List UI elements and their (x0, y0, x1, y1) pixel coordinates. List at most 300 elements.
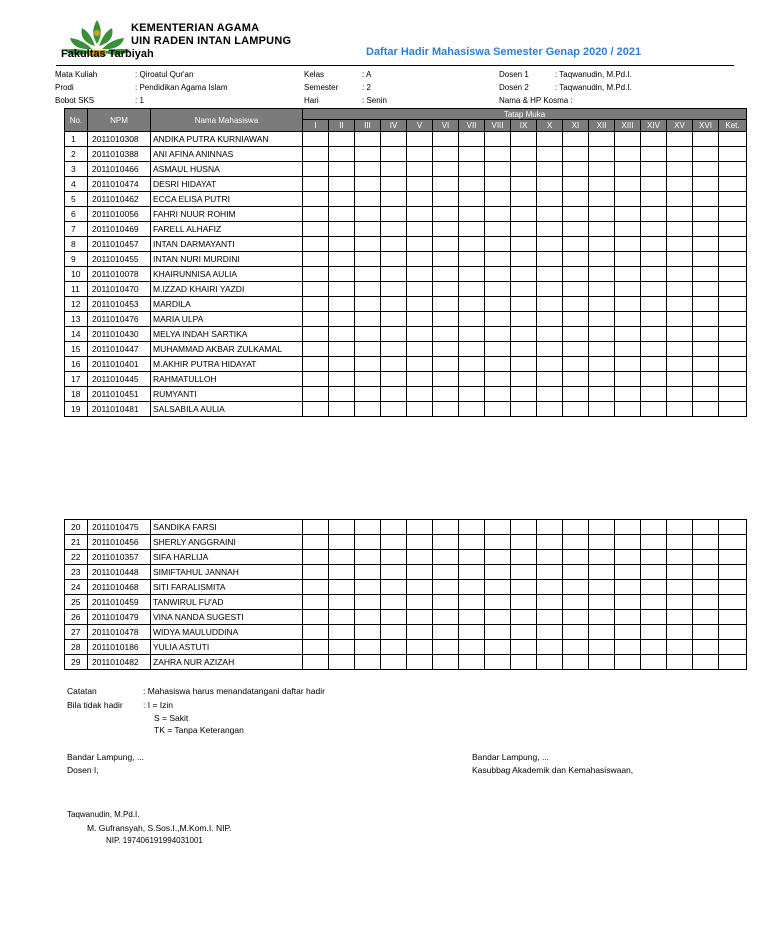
attendance-cell[interactable] (329, 252, 355, 267)
attendance-cell[interactable] (381, 252, 407, 267)
attendance-cell[interactable] (459, 342, 485, 357)
attendance-cell[interactable] (667, 520, 693, 535)
attendance-cell[interactable] (459, 655, 485, 670)
attendance-cell[interactable] (485, 550, 511, 565)
attendance-cell[interactable] (355, 520, 381, 535)
attendance-cell[interactable] (589, 357, 615, 372)
attendance-cell[interactable] (641, 132, 667, 147)
attendance-cell[interactable] (407, 387, 433, 402)
attendance-cell[interactable] (459, 520, 485, 535)
attendance-cell[interactable] (563, 282, 589, 297)
attendance-cell[interactable] (693, 267, 719, 282)
attendance-cell[interactable] (329, 535, 355, 550)
attendance-cell[interactable] (537, 387, 563, 402)
attendance-cell[interactable] (303, 252, 329, 267)
attendance-cell[interactable] (641, 372, 667, 387)
attendance-cell[interactable] (719, 177, 747, 192)
attendance-cell[interactable] (719, 625, 747, 640)
attendance-cell[interactable] (407, 580, 433, 595)
attendance-cell[interactable] (303, 610, 329, 625)
attendance-cell[interactable] (381, 282, 407, 297)
attendance-cell[interactable] (355, 327, 381, 342)
attendance-cell[interactable] (667, 312, 693, 327)
attendance-cell[interactable] (407, 565, 433, 580)
attendance-cell[interactable] (693, 297, 719, 312)
attendance-cell[interactable] (485, 640, 511, 655)
attendance-cell[interactable] (563, 565, 589, 580)
attendance-cell[interactable] (355, 655, 381, 670)
attendance-cell[interactable] (329, 625, 355, 640)
attendance-cell[interactable] (537, 207, 563, 222)
attendance-cell[interactable] (329, 327, 355, 342)
attendance-cell[interactable] (589, 327, 615, 342)
attendance-cell[interactable] (589, 625, 615, 640)
attendance-cell[interactable] (719, 162, 747, 177)
attendance-cell[interactable] (537, 565, 563, 580)
attendance-cell[interactable] (381, 625, 407, 640)
attendance-cell[interactable] (641, 192, 667, 207)
attendance-cell[interactable] (615, 387, 641, 402)
attendance-cell[interactable] (667, 640, 693, 655)
attendance-cell[interactable] (355, 565, 381, 580)
attendance-cell[interactable] (329, 520, 355, 535)
attendance-cell[interactable] (407, 282, 433, 297)
attendance-cell[interactable] (459, 177, 485, 192)
attendance-cell[interactable] (381, 655, 407, 670)
attendance-cell[interactable] (381, 237, 407, 252)
attendance-cell[interactable] (693, 162, 719, 177)
attendance-cell[interactable] (693, 177, 719, 192)
attendance-cell[interactable] (667, 327, 693, 342)
attendance-cell[interactable] (407, 162, 433, 177)
attendance-cell[interactable] (303, 282, 329, 297)
attendance-cell[interactable] (459, 207, 485, 222)
attendance-cell[interactable] (641, 357, 667, 372)
attendance-cell[interactable] (615, 565, 641, 580)
attendance-cell[interactable] (719, 372, 747, 387)
attendance-cell[interactable] (381, 192, 407, 207)
attendance-cell[interactable] (381, 640, 407, 655)
attendance-cell[interactable] (719, 267, 747, 282)
attendance-cell[interactable] (485, 312, 511, 327)
attendance-cell[interactable] (563, 402, 589, 417)
attendance-cell[interactable] (303, 297, 329, 312)
attendance-cell[interactable] (563, 192, 589, 207)
attendance-cell[interactable] (641, 327, 667, 342)
attendance-cell[interactable] (719, 655, 747, 670)
attendance-cell[interactable] (303, 192, 329, 207)
attendance-cell[interactable] (381, 222, 407, 237)
attendance-cell[interactable] (433, 132, 459, 147)
attendance-cell[interactable] (433, 625, 459, 640)
attendance-cell[interactable] (641, 282, 667, 297)
attendance-cell[interactable] (433, 147, 459, 162)
attendance-cell[interactable] (485, 520, 511, 535)
attendance-cell[interactable] (355, 595, 381, 610)
attendance-cell[interactable] (433, 177, 459, 192)
attendance-cell[interactable] (459, 580, 485, 595)
attendance-cell[interactable] (407, 267, 433, 282)
attendance-cell[interactable] (511, 357, 537, 372)
attendance-cell[interactable] (303, 640, 329, 655)
attendance-cell[interactable] (719, 550, 747, 565)
attendance-cell[interactable] (693, 192, 719, 207)
attendance-cell[interactable] (537, 655, 563, 670)
attendance-cell[interactable] (667, 535, 693, 550)
attendance-cell[interactable] (641, 147, 667, 162)
attendance-cell[interactable] (329, 357, 355, 372)
attendance-cell[interactable] (667, 402, 693, 417)
attendance-cell[interactable] (589, 640, 615, 655)
attendance-cell[interactable] (537, 147, 563, 162)
attendance-cell[interactable] (511, 177, 537, 192)
attendance-cell[interactable] (355, 162, 381, 177)
attendance-cell[interactable] (355, 132, 381, 147)
attendance-cell[interactable] (537, 520, 563, 535)
attendance-cell[interactable] (667, 625, 693, 640)
attendance-cell[interactable] (719, 520, 747, 535)
attendance-cell[interactable] (433, 520, 459, 535)
attendance-cell[interactable] (563, 177, 589, 192)
attendance-cell[interactable] (693, 640, 719, 655)
attendance-cell[interactable] (329, 147, 355, 162)
attendance-cell[interactable] (615, 610, 641, 625)
attendance-cell[interactable] (459, 565, 485, 580)
attendance-cell[interactable] (459, 162, 485, 177)
attendance-cell[interactable] (719, 312, 747, 327)
attendance-cell[interactable] (537, 595, 563, 610)
attendance-cell[interactable] (563, 357, 589, 372)
attendance-cell[interactable] (511, 372, 537, 387)
attendance-cell[interactable] (667, 595, 693, 610)
attendance-cell[interactable] (511, 550, 537, 565)
attendance-cell[interactable] (511, 192, 537, 207)
attendance-cell[interactable] (381, 177, 407, 192)
attendance-cell[interactable] (563, 312, 589, 327)
attendance-cell[interactable] (563, 372, 589, 387)
attendance-cell[interactable] (693, 565, 719, 580)
attendance-cell[interactable] (303, 207, 329, 222)
attendance-cell[interactable] (511, 565, 537, 580)
attendance-cell[interactable] (329, 610, 355, 625)
attendance-cell[interactable] (615, 655, 641, 670)
attendance-cell[interactable] (355, 147, 381, 162)
attendance-cell[interactable] (537, 222, 563, 237)
attendance-cell[interactable] (641, 387, 667, 402)
attendance-cell[interactable] (667, 580, 693, 595)
attendance-cell[interactable] (459, 192, 485, 207)
attendance-cell[interactable] (719, 357, 747, 372)
attendance-cell[interactable] (485, 342, 511, 357)
attendance-cell[interactable] (511, 267, 537, 282)
attendance-cell[interactable] (407, 655, 433, 670)
attendance-cell[interactable] (667, 237, 693, 252)
attendance-cell[interactable] (459, 147, 485, 162)
attendance-cell[interactable] (459, 550, 485, 565)
attendance-cell[interactable] (485, 192, 511, 207)
attendance-cell[interactable] (641, 222, 667, 237)
attendance-cell[interactable] (329, 387, 355, 402)
attendance-cell[interactable] (329, 297, 355, 312)
attendance-cell[interactable] (719, 327, 747, 342)
attendance-cell[interactable] (615, 132, 641, 147)
attendance-cell[interactable] (667, 342, 693, 357)
attendance-cell[interactable] (719, 610, 747, 625)
attendance-cell[interactable] (485, 372, 511, 387)
attendance-cell[interactable] (511, 342, 537, 357)
attendance-cell[interactable] (433, 402, 459, 417)
attendance-cell[interactable] (641, 580, 667, 595)
attendance-cell[interactable] (641, 655, 667, 670)
attendance-cell[interactable] (303, 565, 329, 580)
attendance-cell[interactable] (355, 372, 381, 387)
attendance-cell[interactable] (615, 520, 641, 535)
attendance-cell[interactable] (381, 610, 407, 625)
attendance-cell[interactable] (589, 297, 615, 312)
attendance-cell[interactable] (641, 595, 667, 610)
attendance-cell[interactable] (719, 387, 747, 402)
attendance-cell[interactable] (329, 655, 355, 670)
attendance-cell[interactable] (589, 147, 615, 162)
attendance-cell[interactable] (537, 610, 563, 625)
attendance-cell[interactable] (641, 640, 667, 655)
attendance-cell[interactable] (303, 312, 329, 327)
attendance-cell[interactable] (459, 132, 485, 147)
attendance-cell[interactable] (303, 222, 329, 237)
attendance-cell[interactable] (303, 147, 329, 162)
attendance-cell[interactable] (615, 372, 641, 387)
attendance-cell[interactable] (433, 372, 459, 387)
attendance-cell[interactable] (693, 132, 719, 147)
attendance-cell[interactable] (355, 177, 381, 192)
attendance-cell[interactable] (485, 327, 511, 342)
attendance-cell[interactable] (589, 535, 615, 550)
attendance-cell[interactable] (667, 192, 693, 207)
attendance-cell[interactable] (641, 610, 667, 625)
attendance-cell[interactable] (641, 402, 667, 417)
attendance-cell[interactable] (485, 580, 511, 595)
attendance-cell[interactable] (511, 297, 537, 312)
attendance-cell[interactable] (615, 147, 641, 162)
attendance-cell[interactable] (719, 192, 747, 207)
attendance-cell[interactable] (433, 237, 459, 252)
attendance-cell[interactable] (563, 387, 589, 402)
attendance-cell[interactable] (589, 252, 615, 267)
attendance-cell[interactable] (693, 282, 719, 297)
attendance-cell[interactable] (485, 252, 511, 267)
attendance-cell[interactable] (693, 357, 719, 372)
attendance-cell[interactable] (407, 625, 433, 640)
attendance-cell[interactable] (485, 387, 511, 402)
attendance-cell[interactable] (511, 610, 537, 625)
attendance-cell[interactable] (511, 327, 537, 342)
attendance-cell[interactable] (719, 595, 747, 610)
attendance-cell[interactable] (537, 132, 563, 147)
attendance-cell[interactable] (615, 595, 641, 610)
attendance-cell[interactable] (563, 222, 589, 237)
attendance-cell[interactable] (303, 327, 329, 342)
attendance-cell[interactable] (329, 640, 355, 655)
attendance-cell[interactable] (355, 357, 381, 372)
attendance-cell[interactable] (667, 655, 693, 670)
attendance-cell[interactable] (641, 207, 667, 222)
attendance-cell[interactable] (511, 655, 537, 670)
attendance-cell[interactable] (589, 192, 615, 207)
attendance-cell[interactable] (381, 520, 407, 535)
attendance-cell[interactable] (563, 162, 589, 177)
attendance-cell[interactable] (485, 207, 511, 222)
attendance-cell[interactable] (459, 402, 485, 417)
attendance-cell[interactable] (641, 550, 667, 565)
attendance-cell[interactable] (667, 550, 693, 565)
attendance-cell[interactable] (667, 282, 693, 297)
attendance-cell[interactable] (459, 610, 485, 625)
attendance-cell[interactable] (459, 372, 485, 387)
attendance-cell[interactable] (511, 147, 537, 162)
attendance-cell[interactable] (641, 297, 667, 312)
attendance-cell[interactable] (537, 372, 563, 387)
attendance-cell[interactable] (589, 312, 615, 327)
attendance-cell[interactable] (433, 312, 459, 327)
attendance-cell[interactable] (407, 252, 433, 267)
attendance-cell[interactable] (563, 342, 589, 357)
attendance-cell[interactable] (719, 207, 747, 222)
attendance-cell[interactable] (303, 655, 329, 670)
attendance-cell[interactable] (433, 207, 459, 222)
attendance-cell[interactable] (485, 535, 511, 550)
attendance-cell[interactable] (693, 625, 719, 640)
attendance-cell[interactable] (667, 132, 693, 147)
attendance-cell[interactable] (511, 387, 537, 402)
attendance-cell[interactable] (407, 372, 433, 387)
attendance-cell[interactable] (485, 655, 511, 670)
attendance-cell[interactable] (459, 312, 485, 327)
attendance-cell[interactable] (615, 252, 641, 267)
attendance-cell[interactable] (589, 402, 615, 417)
attendance-cell[interactable] (381, 565, 407, 580)
attendance-cell[interactable] (355, 222, 381, 237)
attendance-cell[interactable] (589, 267, 615, 282)
attendance-cell[interactable] (667, 207, 693, 222)
attendance-cell[interactable] (355, 402, 381, 417)
attendance-cell[interactable] (589, 342, 615, 357)
attendance-cell[interactable] (303, 342, 329, 357)
attendance-cell[interactable] (433, 357, 459, 372)
attendance-cell[interactable] (329, 132, 355, 147)
attendance-cell[interactable] (563, 550, 589, 565)
attendance-cell[interactable] (485, 267, 511, 282)
attendance-cell[interactable] (667, 565, 693, 580)
attendance-cell[interactable] (329, 312, 355, 327)
attendance-cell[interactable] (615, 312, 641, 327)
attendance-cell[interactable] (615, 550, 641, 565)
attendance-cell[interactable] (303, 372, 329, 387)
attendance-cell[interactable] (329, 565, 355, 580)
attendance-cell[interactable] (485, 402, 511, 417)
attendance-cell[interactable] (641, 312, 667, 327)
attendance-cell[interactable] (693, 252, 719, 267)
attendance-cell[interactable] (589, 282, 615, 297)
attendance-cell[interactable] (667, 177, 693, 192)
attendance-cell[interactable] (407, 297, 433, 312)
attendance-cell[interactable] (719, 565, 747, 580)
attendance-cell[interactable] (537, 177, 563, 192)
attendance-cell[interactable] (433, 550, 459, 565)
attendance-cell[interactable] (433, 222, 459, 237)
attendance-cell[interactable] (563, 640, 589, 655)
attendance-cell[interactable] (485, 625, 511, 640)
attendance-cell[interactable] (329, 550, 355, 565)
attendance-cell[interactable] (719, 535, 747, 550)
attendance-cell[interactable] (355, 610, 381, 625)
attendance-cell[interactable] (615, 237, 641, 252)
attendance-cell[interactable] (381, 207, 407, 222)
attendance-cell[interactable] (329, 402, 355, 417)
attendance-cell[interactable] (355, 550, 381, 565)
attendance-cell[interactable] (485, 282, 511, 297)
attendance-cell[interactable] (459, 222, 485, 237)
attendance-cell[interactable] (459, 387, 485, 402)
attendance-cell[interactable] (329, 207, 355, 222)
attendance-cell[interactable] (511, 595, 537, 610)
attendance-cell[interactable] (329, 372, 355, 387)
attendance-cell[interactable] (563, 655, 589, 670)
attendance-cell[interactable] (693, 655, 719, 670)
attendance-cell[interactable] (407, 207, 433, 222)
attendance-cell[interactable] (459, 640, 485, 655)
attendance-cell[interactable] (511, 207, 537, 222)
attendance-cell[interactable] (355, 192, 381, 207)
attendance-cell[interactable] (589, 580, 615, 595)
attendance-cell[interactable] (615, 207, 641, 222)
attendance-cell[interactable] (511, 222, 537, 237)
attendance-cell[interactable] (615, 192, 641, 207)
attendance-cell[interactable] (667, 252, 693, 267)
attendance-cell[interactable] (589, 372, 615, 387)
attendance-cell[interactable] (355, 252, 381, 267)
attendance-cell[interactable] (485, 132, 511, 147)
attendance-cell[interactable] (329, 192, 355, 207)
attendance-cell[interactable] (719, 342, 747, 357)
attendance-cell[interactable] (407, 535, 433, 550)
attendance-cell[interactable] (433, 565, 459, 580)
attendance-cell[interactable] (719, 252, 747, 267)
attendance-cell[interactable] (381, 297, 407, 312)
attendance-cell[interactable] (537, 640, 563, 655)
attendance-cell[interactable] (511, 282, 537, 297)
attendance-cell[interactable] (485, 595, 511, 610)
attendance-cell[interactable] (433, 162, 459, 177)
attendance-cell[interactable] (381, 327, 407, 342)
attendance-cell[interactable] (381, 372, 407, 387)
attendance-cell[interactable] (511, 625, 537, 640)
attendance-cell[interactable] (407, 610, 433, 625)
attendance-cell[interactable] (537, 357, 563, 372)
attendance-cell[interactable] (563, 520, 589, 535)
attendance-cell[interactable] (355, 535, 381, 550)
attendance-cell[interactable] (381, 550, 407, 565)
attendance-cell[interactable] (693, 342, 719, 357)
attendance-cell[interactable] (329, 237, 355, 252)
attendance-cell[interactable] (433, 252, 459, 267)
attendance-cell[interactable] (693, 550, 719, 565)
attendance-cell[interactable] (329, 282, 355, 297)
attendance-cell[interactable] (355, 207, 381, 222)
attendance-cell[interactable] (589, 222, 615, 237)
attendance-cell[interactable] (693, 237, 719, 252)
attendance-cell[interactable] (537, 162, 563, 177)
attendance-cell[interactable] (485, 610, 511, 625)
